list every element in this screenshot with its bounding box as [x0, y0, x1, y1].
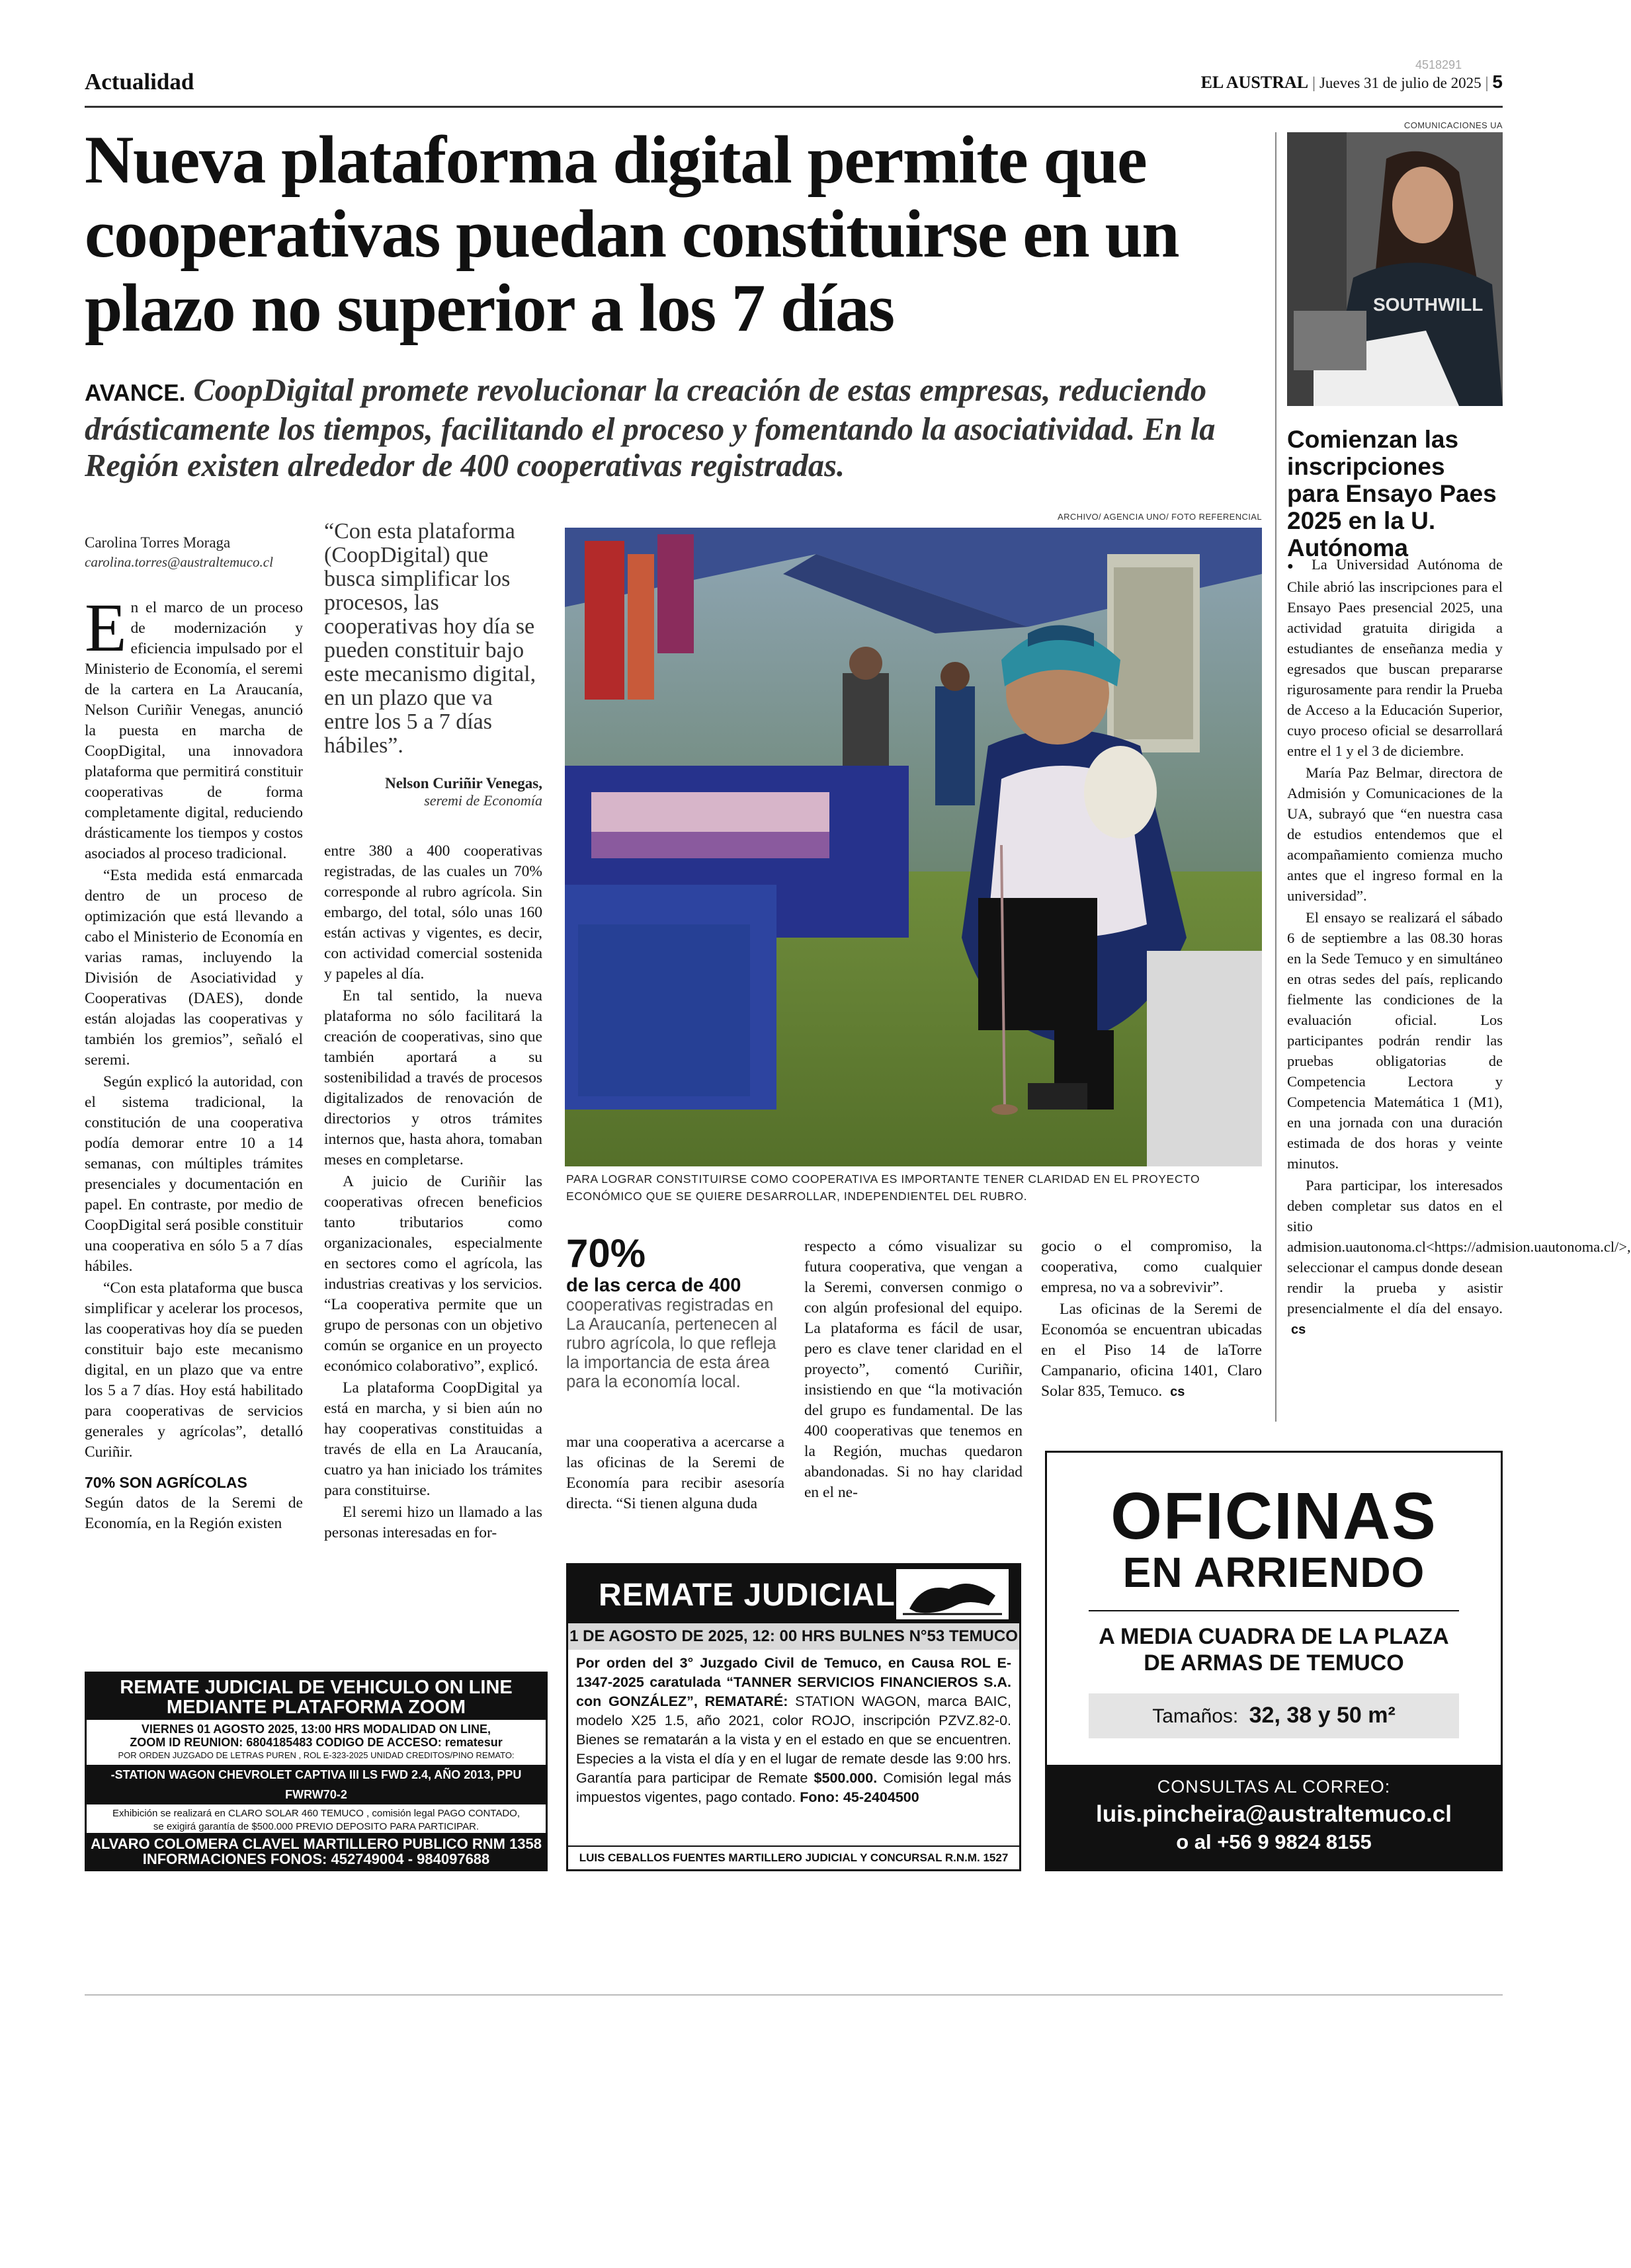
ad-vehicle-auction	[85, 1672, 548, 1871]
ad-vehicle-footer: ALVARO COLOMERA CLAVEL MARTILLERO PUBLICO RNM 1358 INFORMACIONES FONOS: 452749004 - 984097688	[87, 1833, 546, 1869]
lead-text: CoopDigital promete revolucionar la creación de estas empresas, reduciendo drásticamente los tiempos, facilitando el proceso y fomentando la asociatividad. En la Región existen alrededor de 400 cooperativas registradas.	[85, 373, 1216, 483]
paragraph: En tal sentido, la nueva plataforma no sólo facilitará la creación de cooperativas, sino que también aportará a su sostenibilidad a través de procesos digitalizados de renovación de directorios y otros trámites internos que, hasta ahora, tomaban meses en completarse.	[324, 987, 542, 1168]
article-column-4	[804, 1236, 1023, 1527]
article-column-5	[1041, 1236, 1262, 1435]
quote-role: seremi de Economía	[424, 792, 542, 809]
issue-date: Jueves 31 de julio de 2025	[1319, 75, 1482, 91]
subhead: 70% SON AGRÍCOLAS	[85, 1474, 247, 1491]
sidebar-headline: Comienzan las inscripciones para Ensayo Paes 2025 en la U. Autónoma	[1287, 426, 1497, 561]
ad-vehicle-line: Exhibición se realizará en CLARO SOLAR 460 TEMUCO , comisión legal PAGO CONTADO,	[112, 1808, 521, 1819]
paragraph: ● La Universidad Autónoma de Chile abrió las inscripciones para el Ensayo Paes presencial 2025, una actividad gratuita dirigida a estudiantes de enseñanza media y egresados que buscan prepararse rigurosamente para rendir la Prueba de Acceso a la Educación Superior, cuyo proceso oficial se desarrollará entre el 1 y el 3 de diciembre.	[1287, 556, 1503, 759]
ad-vehicle-title: REMATE JUDICIAL DE VEHICULO ON LINE MEDIANTE PLATAFORMA ZOOM	[87, 1674, 546, 1720]
ad-oficinas-title: OFICINAS	[1110, 1479, 1437, 1553]
artisan-photo	[565, 528, 1262, 1166]
lead-kicker: AVANCE.	[85, 380, 186, 406]
ad-remate-order: Por orden del 3° Juzgado Civil de Temuco, en Causa ROL E-1347-2025 caratulada “TANNER SERVICIOS FINANCIEROS S.A. con GONZÁLEZ”, REMATARÉ:	[576, 1655, 1011, 1709]
photo-credit: ARCHIVO/ AGENCIA UNO/ FOTO REFERENCIAL	[1058, 512, 1262, 522]
hoodie-text: SOUTHWILL	[1373, 294, 1484, 315]
paragraph: El ensayo se realizará el sábado 6 de septiembre a las 08.30 horas en la Sede Temuco y en simultáneo en otras sedes del país, replicando fielmente las condiciones de la evaluación oficial. Los participantes podrán rendir las pruebas obligatorias de Competencia Lectora y Competencia Matemática 1 (M1), en una jornada con una duración estimada de dos horas y veinte minutos.	[1287, 909, 1503, 1172]
paragraph: E n el marco de un proceso de modernización y eficiencia impulsado por el Ministerio de Economía, el seremi de la cartera en La Araucanía, Nelson Curiñir Venegas, anunció la puesta en marcha de CoopDigital, una innovadora plataforma que permitirá constituir cooperativas de forma completamente digital, reduciendo drásticamente los tiempos y costos asociados al proceso tradicional.	[85, 590, 303, 862]
stat-box	[566, 1231, 778, 1392]
article-column-1	[85, 590, 303, 1636]
paragraph: Según explicó la autoridad, con el sistema tradicional, la constitución de una cooperativa podía demorar entre 10 a 14 semanas, con múltiples trámites presenciales y documentación en papel. En contraste, por medio de CoopDigital será posible constituir una cooperativa en sólo 5 a 7 días hábiles.	[85, 1073, 303, 1275]
bullet-icon: ●	[1287, 561, 1299, 572]
end-mark-icon: cs	[1291, 1322, 1306, 1337]
stat-value: 70%	[566, 1231, 646, 1276]
gavel-icon	[896, 1569, 1009, 1619]
sidebar-body	[1287, 554, 1631, 1342]
ad-oficinas-location: A MEDIA CUADRA DE LA PLAZA DE ARMAS DE TEMUCO	[1099, 1624, 1449, 1676]
ad-vehicle-line: VIERNES 01 AGOSTO 2025, 13:00 HRS MODALIDAD ON LINE,	[141, 1722, 491, 1736]
ad-oficinas-subtitle: EN ARRIENDO	[1122, 1549, 1425, 1596]
pull-quote-box	[324, 520, 542, 809]
ad-remate-date: 1 DE AGOSTO DE 2025, 12: 00 HRS BULNES N°53 TEMUCO	[568, 1623, 1019, 1650]
ad-oficinas-email[interactable]: luis.pincheira@australtemuco.cl	[1096, 1801, 1452, 1827]
page-code: 4518291	[1415, 58, 1462, 71]
paragraph: Las oficinas de la Seremi de Economóa se encuentran ubicadas en el Piso 14 de laTorre Campanario, oficina 1401, Claro Solar 835, Temuco. cs	[1041, 1301, 1262, 1400]
article-headline: Nueva plataforma digital permite que cooperativas puedan constituirse en un plazo no superior a los 7 días	[85, 122, 1179, 346]
header-rule	[85, 106, 1503, 108]
sidebar-photo-credit: COMUNICACIONES UA	[1403, 120, 1503, 130]
article-column-2	[324, 841, 542, 1635]
author-name: Carolina Torres Moraga	[85, 534, 231, 551]
ad-oficinas-sizes: Tamaños: 32, 38 y 50 m²	[1089, 1693, 1459, 1738]
ad-offices-rent	[1045, 1451, 1503, 1871]
page-folio: EL AUSTRAL | Jueves 31 de julio de 2025 | 5	[1200, 71, 1503, 92]
ad-oficinas-phone[interactable]: o al +56 9 9824 8155	[1176, 1830, 1372, 1853]
ad-remate-body: STATION WAGON, marca BAIC, modelo X25 1.5, año 2021, color ROJO, inscripción PZVZ.82-0. Bienes se rematarán a la vista y en el estado en que se encuentren. Especies a la vista el día y en el lugar de remate desde las 9:00 hrs. Garantía para participar de Remate	[576, 1693, 1011, 1786]
author-email[interactable]: carolina.torres@australtemuco.cl	[85, 554, 273, 570]
quote-name: Nelson Curiñir Venegas,	[385, 775, 542, 791]
ad-vehicle-line: ZOOM ID REUNION: 6804185483 CODIGO DE ACCESO: rematesur	[130, 1736, 503, 1749]
pull-quote: “Con esta plataforma (CoopDigital) que busca simplificar los procesos, las cooperativas hoy día se pueden constituir bajo este mecanismo digital, en un plazo que va entre los 5 a 7 días hábiles”.	[324, 519, 536, 758]
paragraph: “Esta medida está enmarcada dentro de un proceso de optimización que está llevando a cabo el Ministerio de Economía en varias ramas, incluyendo la División de Asociatividad y Cooperativas (DAES), donde están alojadas las cooperativas y también los gremios”, señaló el seremi.	[85, 867, 303, 1069]
photo-caption: PARA LOGRAR CONSTITUIRSE COMO COOPERATIVA ES IMPORTANTE TENER CLARIDAD EN EL PROYECTO ECONÓMICO QUE SE QUIERE DESARROLLAR, INDEPENDIENTEL DEL RUBRO.	[566, 1172, 1200, 1203]
page-number: 5	[1492, 71, 1503, 92]
paper-name: EL AUSTRAL	[1200, 73, 1309, 92]
paragraph: La plataforma CoopDigital ya está en marcha, y si bien aún no hay cooperativas constituidas a través de ella en La Araucanía, cuatro ya han iniciado los trámites para constituirse.	[324, 1379, 542, 1499]
paragraph: respecto a cómo visualizar su futura cooperativa, que vengan a la Seremi, conversen conmigo o con algún profesional del equipo. La plataforma es fácil de usar, pero es clave tener claridad en el proyecto”, comentó Curiñir, insistiendo en que “la motivación del grupo es fundamental. De las 400 cooperativas que tenemos en la Región, muchas quedaron abandonadas. Si no hay claridad en el ne-	[804, 1238, 1023, 1501]
paragraph: Para participar, los interesados deben completar sus datos en el sitio admision.uautonoma.cl<https://admision.uautonoma.cl/>, seleccionar el campus donde desean rendir la prueba y asistir presencialmente el día del ensayo. cs	[1287, 1177, 1631, 1337]
ad-remate-footer: LUIS CEBALLOS FUENTES MARTILLERO JUDICIAL Y CONCURSAL R.N.M. 1527	[568, 1845, 1019, 1869]
paragraph: entre 380 a 400 cooperativas registradas, de las cuales un 70% corresponde al rubro agrícola. Sin embargo, del total, sólo unas 160 están activas y vigentes, es decir, con actividad comercial sostenida y papeles al día.	[324, 842, 542, 983]
article-photo	[565, 528, 1262, 1166]
ad-vehicle-line: se exigirá garantía de $500.000 PREVIO DEPOSITO PARA PARTICIPAR.	[153, 1821, 480, 1832]
end-mark-icon: cs	[1170, 1385, 1185, 1399]
ad-remate-title: REMATE JUDICIAL	[599, 1578, 896, 1613]
ad-vehicle-line: POR ORDEN JUZGADO DE LETRAS PUREN , ROL E-323-2025 UNIDAD CREDITOS/PINO REMATO:	[118, 1750, 515, 1760]
sidebar-photo	[1287, 132, 1503, 406]
student-photo	[1287, 132, 1503, 406]
paragraph: gocio o el compromiso, la cooperativa, como cualquier empresa, no va a sobrevivir”.	[1041, 1238, 1262, 1296]
ad-remate-phone: Fono: 45-2404500	[800, 1789, 919, 1805]
article-column-3	[566, 1432, 784, 1531]
section-label: Actualidad	[85, 69, 194, 95]
article-lead	[85, 372, 1262, 484]
sidebar-divider	[1275, 132, 1276, 1422]
ad-remate-guarantee: $500.000.	[814, 1770, 878, 1786]
paragraph: “Con esta plataforma que busca simplificar y acelerar los procesos, las cooperativas hoy día se pueden constituir bajo este mecanismo digital, en un plazo que va entre los 5 a 7 días. Hoy está habilitado para cooperativas de servicios generales y agrícolas”, detalló Curiñir.	[85, 1279, 303, 1461]
stat-text: cooperativas registradas en La Araucanía, pertenecen al rubro agrícola, lo que refleja la importancia de esta área para la economía local.	[566, 1296, 777, 1391]
ad-remate-body: Comisión legal más impuestos vigentes, pago contado.	[576, 1770, 1011, 1805]
ad-judicial-auction	[566, 1563, 1021, 1871]
paragraph: Según datos de la Seremi de Economía, en la Región existen	[85, 1494, 303, 1532]
paragraph: A juicio de Curiñir las cooperativas ofrecen beneficios tanto tributarios como organizacionales, especialmente en sectores como el agrícola, las industrias creativas y los servicios. “La cooperativa permite que un grupo de personas con un objetivo común se organice en un proyecto económico colaborativo”, explicó.	[324, 1173, 542, 1375]
ad-vehicle-unit: -STATION WAGON CHEVROLET CAPTIVA III LS FWD 2.4, AÑO 2013, PPU FWRW70-2	[87, 1765, 546, 1804]
paragraph: mar una cooperativa a acercarse a las oficinas de la Seremi de Economía para recibir asesoría directa. “Si tienen alguna duda	[566, 1434, 784, 1512]
paragraph: María Paz Belmar, directora de Admisión y Comunicaciones de la UA, subrayó que “en nuestra casa de estudios entendemos que el acompañamiento comienza mucho antes que el ingreso formal en la universidad”.	[1287, 764, 1503, 904]
bottom-rule	[85, 1994, 1503, 1996]
ad-oficinas-contact: CONSULTAS AL CORREO: luis.pincheira@australtemuco.cl o al +56 9 9824 8155	[1047, 1765, 1501, 1869]
drop-cap: E	[85, 590, 127, 666]
stat-bold: de las cerca de 400	[566, 1275, 741, 1296]
paragraph: El seremi hizo un llamado a las personas interesadas en for-	[324, 1504, 542, 1541]
ad-remate-header	[568, 1565, 1019, 1623]
